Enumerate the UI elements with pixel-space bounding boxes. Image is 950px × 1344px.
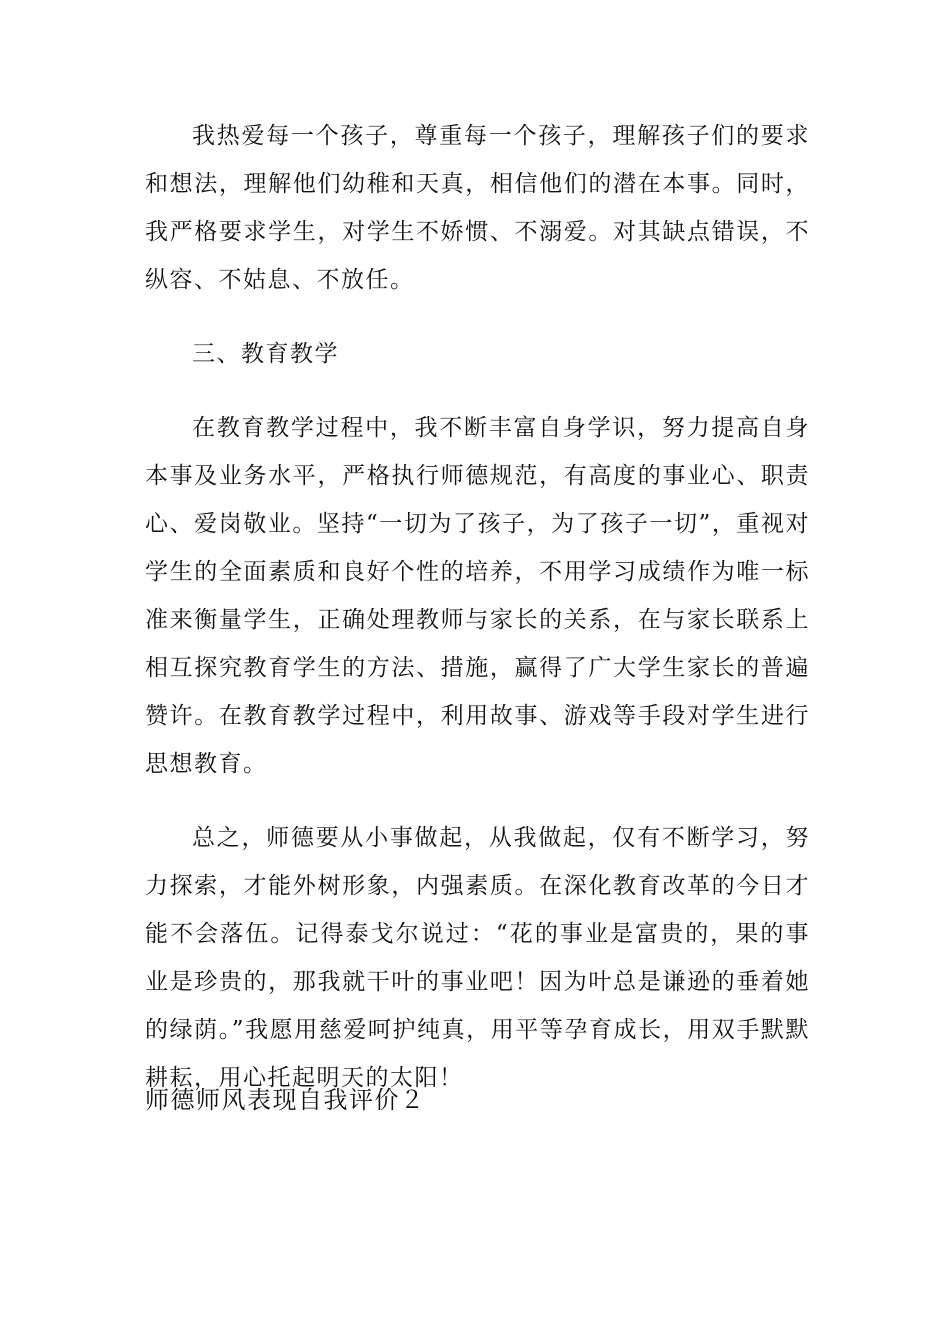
paragraph-teaching: 在教育教学过程中，我不断丰富自身学识，努力提高自身本事及业务水平，严格执行师德规范，有高度的事业心、职责心、爱岗敬业。坚持“一切为了孩子，为了孩子一切”，重视对学生的全面素质和良好个性的培养，不用学习成绩作为唯一标准来衡量学生，正确处理教师与家长的关系，在与家长联系上相互探究教育学生的方法、措施，赢得了广大学生家长的普遍赞许。在教育教学过程中，利用故事、游戏等手段对学生进行思想教育。: [145, 415, 810, 777]
document-body: [145, 112, 810, 1128]
next-article-title: 师德师风表现自我评价２: [145, 1086, 426, 1114]
section-heading: 三、教育教学: [192, 341, 339, 367]
paragraph-love-children: 我热爱每一个孩子，尊重每一个孩子，理解孩子们的要求和想法，理解他们幼稚和天真，相信他们的潜在本事。同时，我严格要求学生，对学生不娇惯、不溺爱。对其缺点错误，不纵容、不姑息、不放任。: [145, 123, 810, 293]
paragraph-conclusion: 总之，师德要从小事做起，从我做起，仅有不断学习，努力探索，才能外树形象，内强素质。在深化教育改革的今日才能不会落伍。记得泰戈尔说过：“花的事业是富贵的，果的事业是珍贵的，那我就干叶的事业吧！因为叶总是谦逊的垂着她的绿荫。”我愿用慈爱呵护纯真，用平等孕育成长，用双手默默耕耘，用心托起明天的太阳！: [145, 825, 810, 1091]
